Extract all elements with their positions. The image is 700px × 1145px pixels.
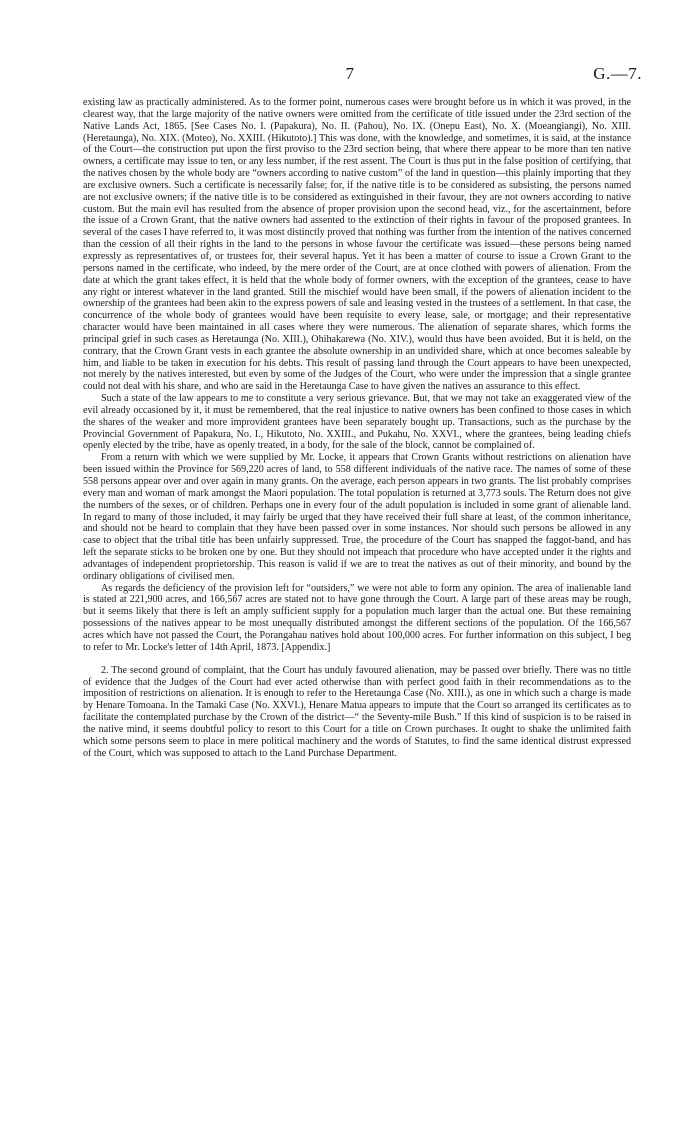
- paragraph: 2. The second ground of complaint, that the Court has unduly favoured alienation, may be passed over briefly. There was no tittle of evidence that the Judges of the Court had ever acted otherwise than with perfect good faith in their recommendations as to the imposition of restrictions on alienation. It is enough to refer to the Heretaunga Case (No. XIII.), as one in which such a charge is made by Henare Tomoana. In the Tamaki Case (No. XXVI.), Henare Matua appears to impute that the Court so arranged its certificates as to facilitate the contemplated purchase by the Crown of the district—“ the Seventy-mile Bush.” If this kind of suspicion is to be raised in the native mind, it seems doubtful policy to resort to this Court for a title on Crown purchases. It ought to shake the unlimited faith which some persons seem to place in mere political machinery and the words of Statutes, to find the same identical distrust expressed of the Court, which was supposed to attach to the Land Purchase Department.: [83, 664, 631, 759]
- paragraph: As regards the deficiency of the provision left for “outsiders,” we were not able to form any opinion. The area of inalienable land is stated at 221,900 acres, and 166,567 acres are stated not to have gone through the Court. A large part of these areas may be rough, but it seems likely that there is left an amply sufficient supply for a population much larger than the actual one. But these remaining possessions of the natives appear to be most unequally distributed amongst the different sections of the population. Of the 166,567 acres which have not passed the Court, the Porangahau natives hold about 100,000 acres. For further information on this subject, I beg to refer to Mr. Locke's letter of 14th April, 1873. [Appendix.]: [83, 582, 631, 653]
- page-reference: G.—7.: [593, 64, 642, 83]
- paragraph: existing law as practically administered. As to the former point, numerous cases were brought before us in which it was proved, in the clearest way, that the large majority of the native owners were omitted from the certificate of title issued under the 23rd section of the Native Lands Act, 1865. [See Cases No. I. (Papakura), No. II. (Pahou), No. IX. (Onepu East), No. X. (Moeangiangi), No. XIII. (Heretaunga), No. XIX. (Moteo), No. XXIII. (Hikutoto).] This was done, with the knowledge, and sometimes, it is said, at the instance of the Court—the construction put upon the first proviso to the 23rd section being, that where there appear to be more than ten native owners, a certificate may issue to ten, or any less number, if the rest assent. The Court is thus put in the false position of certifying, that the natives chosen by the whole body are “owners according to native custom” of the land in question—this plainly importing that they are exclusive owners. Such a certificate is necessarily false; for, if the native title is to be considered as subsisting, the persons named are not exclusive owners; if the native title is to be considered as extinguished in their favour, they are not owners according to native custom. But the main evil has resulted from the absence of proper provision upon the second head, viz., for the ascertainment, before the issue of a Crown Grant, that the native owners had assented to the extinction of their rights in favour of the proposed grantees. In several of the cases I have referred to, it was most distinctly proved that nothing was further from the intention of the natives concerned than the cession of all their rights in the land to the persons in whose favour the certificate was issued—these persons being named expressly as representatives of, or trustees for, their several hapus. Yet it has been a matter of course to issue a Crown Grant to the persons named in the certificate, who indeed, by the mere order of the Court, are at once clothed with powers of alienation. From the date at which the grant takes effect, it is held that the whole body of former owners, with the exception of the grantees, cease to have any right or interest whatever in the land granted. Still the mischief would have been small, if the powers of alienation incident to the ownership of the grantees had been akin to the express powers of sale and leasing vested in the trustees of a settlement. In that case, the concurrence of the whole body of grantees would have been requisite to every lease, sale, or mortgage; and their representative character would have been maintained in all cases where they were numerous. The alienation of separate shares, which forms the principal grief in such cases as Heretaunga (No. XIII.), Ohihakarewa (No. XIV.), would thus have been avoided. But it is held, on the contrary, that the Crown Grant vests in each grantee the absolute ownership in an undivided share, which at once becomes saleable by him, and liable to be taken in execution for his debts. This result of passing land through the Court appears to have been unexpected, not merely by the natives interested, but even by some of the Judges of the Court, who were under the impression that a single grantee could not deal with his share, and who are said in the Heretaunga Case to have given the natives an assurance to this effect.: [83, 97, 631, 393]
- page-number: 7: [345, 64, 355, 83]
- paragraph: From a return with which we were supplied by Mr. Locke, it appears that Crown Grants without restrictions on alienation have been issued within the Province for 569,220 acres of land, to 558 different individuals of the native race. The names of some of these 558 persons appear over and over again in many grants. On the average, each person appears in two grants. The list probably comprises every man and woman of mark amongst the Maori population. The total population is returned at 3,773 souls. The Return does not give the numbers of the sexes, or of children. Perhaps one in every four of the adult population is included in some grant of alienable land. In regard to many of those included, it may fairly be urged that they have received their full share at least, of the common inheritance, and should not be heard to complain that they have been passed over in some instances. Nor should such persons be allowed in any case to object that the tribal title has been unfairly suppressed. True, the procedure of the Court has snapped the faggot-band, and has left the separate sticks to be broken one by one. But they should not impeach that procedure who have accepted under it the rights and advantages of independent proprietorship. This reason is valid if we are to treat the natives as out of their minority, and bound by the ordinary obligations of civilised men.: [83, 452, 631, 582]
- paragraph: Such a state of the law appears to me to constitute a very serious grievance. But, that we may not take an exaggerated view of the evil already occasioned by it, it must be remembered, that the real injustice to native owners has been confined to those cases in which the shares of the weaker and more improvident grantees have been separately bought up. Transactions, such as the purchase by the Provincial Government of Papakura, No. I., Hikutoto, No. XXIII., and Pukahu, No. XXVI., where the grantees, being leading chiefs openly elected by the tribe, have as openly treated, in a body, for the sale of the block, cannot be complained of.: [83, 393, 631, 452]
- body-text: [83, 97, 631, 759]
